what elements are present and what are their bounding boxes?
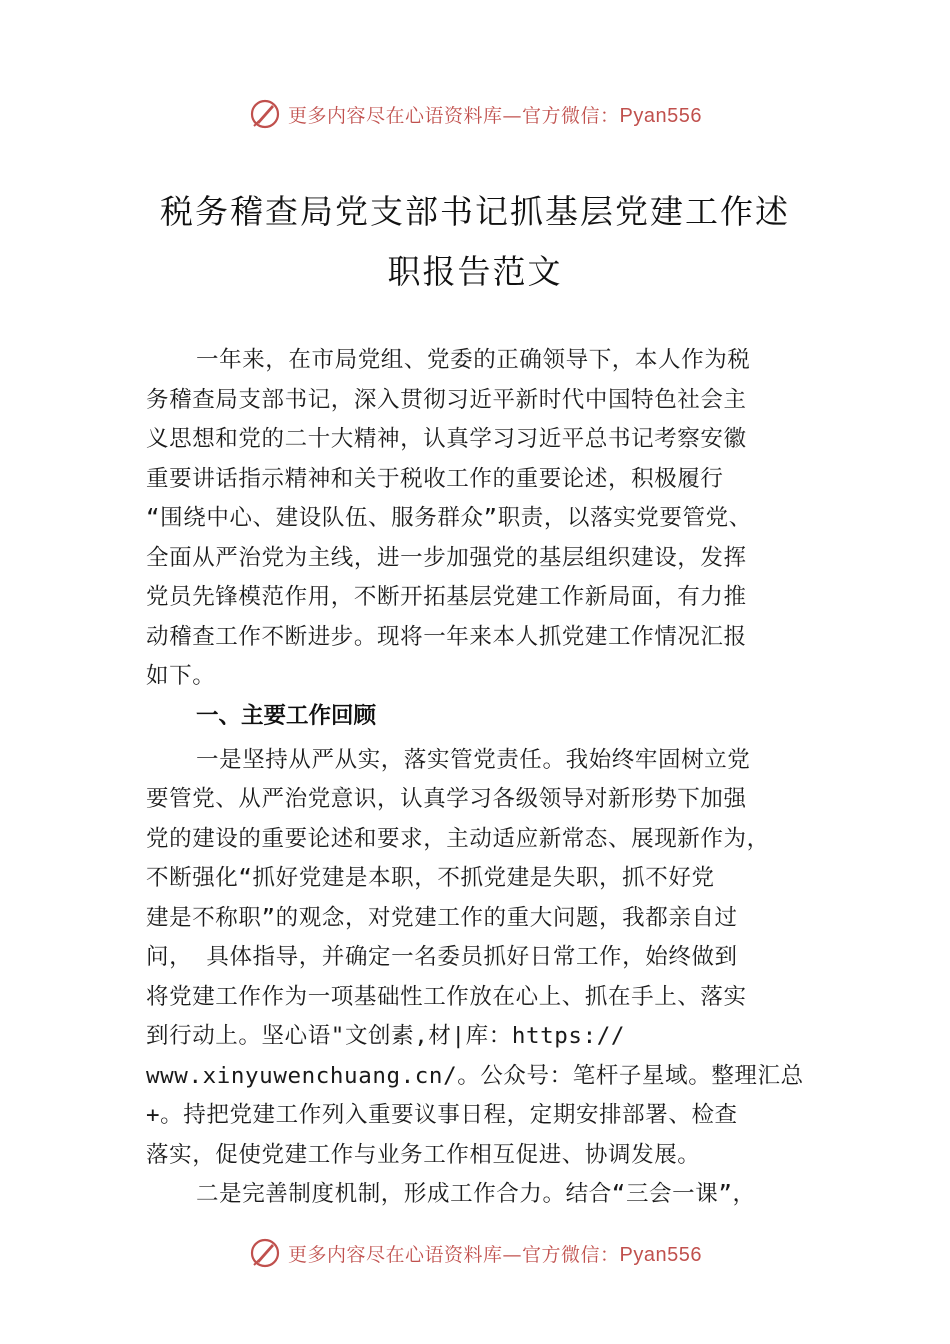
section-heading: 一、主要工作回顾	[196, 703, 377, 729]
header-banner	[0, 94, 950, 134]
paragraph-line: 建是不称职”的观念，对党建工作的重大问题，我都亲自过	[146, 905, 738, 931]
document-title-line-1: 税务稽查局党支部书记抓基层党建工作述	[160, 192, 790, 231]
paragraph-line: 一年来，在市局党组、党委的正确领导下，本人作为税	[196, 347, 751, 373]
paragraph-line: 将党建工作作为一项基础性工作放在心上、抓在手上、落实	[146, 984, 747, 1010]
paragraph-line: 二是完善制度机制，形成工作合力。结合“三会一课”，	[196, 1181, 756, 1207]
paragraph-line: 不断强化“抓好党建是本职，不抓党建是失职，抓不好党	[146, 865, 715, 891]
paragraph-line: www.xinyuwenchuang.cn/。公众号：笔杆子星域。整理汇总	[146, 1063, 804, 1089]
quill-pen-logo-icon	[248, 1236, 282, 1270]
paragraph-line: 到行动上。坚心语"文创素,材|库：https://	[146, 1023, 626, 1049]
paragraph-line: +。持把党建工作列入重要议事日程，定期安排部署、检查	[146, 1102, 738, 1128]
footer-banner	[0, 1233, 950, 1273]
paragraph-line: “围绕中心、建设队伍、服务群众”职责，以落实党要管党、	[146, 505, 752, 531]
paragraph-line: 一是坚持从严从实，落实管党责任。我始终牢固树立党	[196, 747, 751, 773]
banner-text	[288, 101, 702, 128]
paragraph-line: 重要讲话指示精神和关于税收工作的重要论述，积极履行	[146, 466, 724, 492]
banner-text	[288, 1240, 702, 1267]
banner-wechat: Pyan556	[619, 104, 702, 127]
paragraph-line: 党的建设的重要论述和要求，主动适应新常态、展现新作为，	[146, 826, 770, 852]
banner-label: 更多内容尽在心语资料库—官方微信：	[288, 104, 620, 127]
banner-label: 更多内容尽在心语资料库—官方微信：	[288, 1243, 620, 1266]
paragraph-line: 落实，促使党建工作与业务工作相互促进、协调发展。	[146, 1142, 701, 1168]
paragraph-line: 全面从严治党为主线，进一步加强党的基层组织建设，发挥	[146, 545, 747, 571]
paragraph-line: 党员先锋模范作用，不断开拓基层党建工作新局面，有力推	[146, 584, 747, 610]
paragraph-line: 务稽查局支部书记，深入贯彻习近平新时代中国特色社会主	[146, 387, 747, 413]
paragraph-line: 动稽查工作不断进步。现将一年来本人抓党建工作情况汇报	[146, 624, 747, 650]
paragraph-line: 问， 具体指导，并确定一名委员抓好日常工作，始终做到	[146, 944, 738, 970]
paragraph-line: 义思想和党的二十大精神，认真学习习近平总书记考察安徽	[146, 426, 747, 452]
paragraph-line: 要管党、从严治党意识，认真学习各级领导对新形势下加强	[146, 786, 747, 812]
quill-pen-logo-icon	[248, 97, 282, 131]
document-title-line-2: 职报告范文	[387, 252, 563, 291]
banner-wechat: Pyan556	[619, 1243, 702, 1266]
paragraph-line: 如下。	[146, 663, 216, 689]
